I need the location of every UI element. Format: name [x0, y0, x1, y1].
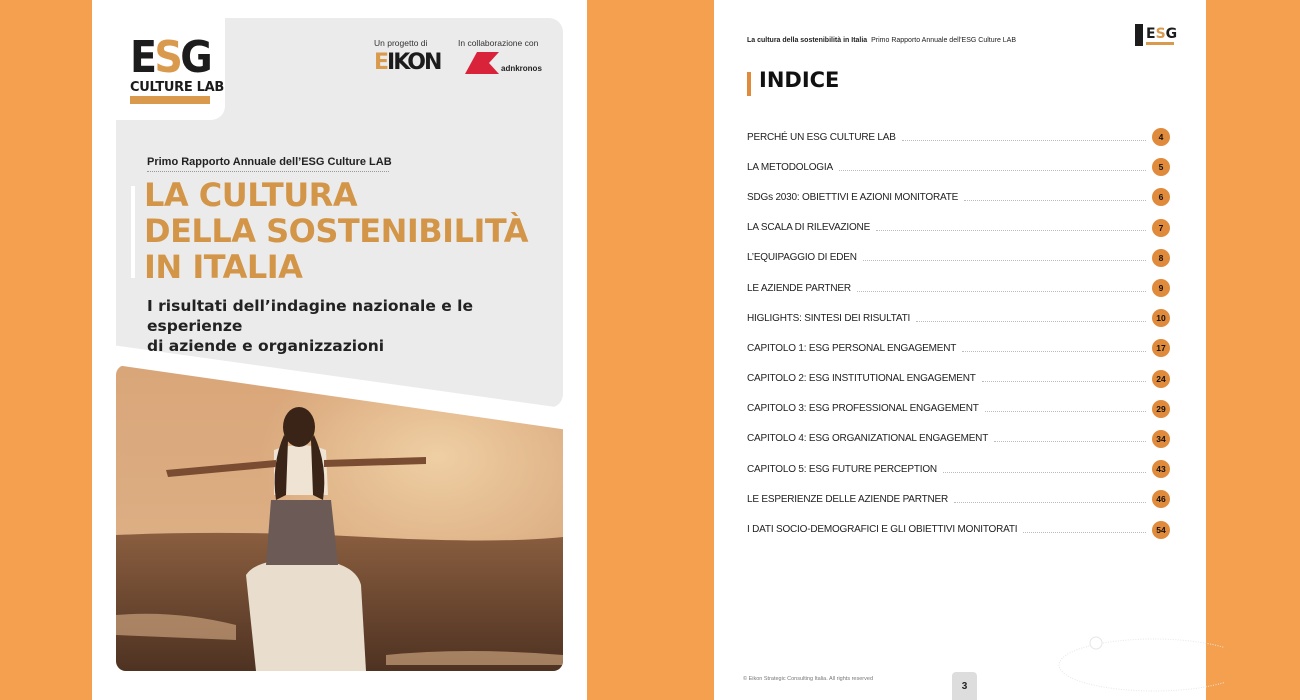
toc-entry[interactable] — [747, 213, 1170, 243]
toc-entry-label: CAPITOLO 5: ESG FUTURE PERCEPTION — [747, 463, 937, 475]
collab-label: In collaborazione con — [458, 38, 539, 48]
toc-entry-label: CAPITOLO 4: ESG ORGANIZATIONAL ENGAGEMENT — [747, 433, 989, 445]
toc-entry[interactable] — [747, 424, 1170, 454]
toc-entry[interactable] — [747, 152, 1170, 182]
project-label: Un progetto di — [374, 38, 428, 48]
toc-page-badge: 10 — [1152, 309, 1170, 327]
toc-page-badge: 9 — [1152, 279, 1170, 297]
leader-dots — [1023, 532, 1146, 533]
cover-kicker: Primo Rapporto Annuale dell’ESG Culture LAB — [147, 156, 392, 168]
toc-page-badge: 5 — [1152, 158, 1170, 176]
toc-page-badge: 8 — [1152, 249, 1170, 267]
leader-dots — [982, 381, 1146, 382]
leader-dots — [985, 411, 1146, 412]
toc-entry-label: CAPITOLO 1: ESG PERSONAL ENGAGEMENT — [747, 342, 957, 354]
toc-entry-label: LE ESPERIENZE DELLE AZIENDE PARTNER — [747, 493, 949, 505]
toc-entry[interactable] — [747, 122, 1170, 152]
svg-text:ESG: ESG — [1146, 26, 1177, 42]
toc-page-badge: 6 — [1152, 188, 1170, 206]
toc-entry[interactable] — [747, 484, 1170, 514]
leader-dots — [943, 472, 1146, 473]
toc-entry[interactable] — [747, 364, 1170, 394]
toc-page-badge: 54 — [1152, 521, 1170, 539]
index-heading: INDICE — [759, 68, 840, 92]
toc-page-badge: 7 — [1152, 219, 1170, 237]
toc-entry[interactable] — [747, 454, 1170, 484]
toc-entry-label: PERCHÉ UN ESG CULTURE LAB — [747, 131, 896, 143]
leader-dots — [839, 170, 1146, 171]
toc-entry-label: CAPITOLO 2: ESG INSTITUTIONAL ENGAGEMENT — [747, 373, 976, 385]
leader-dots — [857, 291, 1146, 292]
cover-title: LA CULTURA DELLA SOSTENIBILITÀ IN ITALIA — [144, 176, 528, 286]
toc-page-badge: 34 — [1152, 430, 1170, 448]
cover-page: ESG CULTURE LAB Un progetto di In collaborazione con EIKON adnkronos Primo Rapporto Annuale dell’ESG Culture LAB LA CULTURA DELLA SOSTENIBILITÀ IN ITALIA I risultati dell’indagine nazionale e le esperienze di aziende e organizzazioni — [92, 0, 587, 700]
leader-dots — [902, 140, 1146, 141]
eikon-esg-small-logo — [1135, 22, 1177, 48]
leader-dots — [863, 260, 1146, 261]
toc-entry[interactable] — [747, 514, 1170, 544]
leader-dots — [876, 230, 1146, 231]
table-of-contents — [747, 122, 1170, 545]
page-number: 3 — [952, 672, 977, 700]
toc-page-badge: 17 — [1152, 339, 1170, 357]
toc-entry-label: L’EQUIPAGGIO DI EDEN — [747, 252, 857, 264]
toc-entry[interactable] — [747, 303, 1170, 333]
leader-dots — [962, 351, 1146, 352]
toc-page-badge: 29 — [1152, 400, 1170, 418]
toc-entry-label: CAPITOLO 3: ESG PROFESSIONAL ENGAGEMENT — [747, 403, 979, 415]
toc-page-badge: 4 — [1152, 128, 1170, 146]
toc-entry-label: LE AZIENDE PARTNER — [747, 282, 851, 294]
toc-entry-label: HIGLIGHTS: SINTESI DEI RISULTATI — [747, 312, 911, 324]
toc-entry[interactable] — [747, 273, 1170, 303]
toc-entry-label: SDGs 2030: OBIETTIVI E AZIONI MONITORATE — [747, 191, 959, 203]
toc-page-badge: 43 — [1152, 460, 1170, 478]
cover-subtitle: I risultati dell’indagine nazionale e le esperienze di aziende e organizzazioni — [147, 297, 473, 355]
leader-dots — [994, 441, 1146, 442]
leader-dots — [916, 321, 1146, 322]
running-header: La cultura della sostenibilità in Italia Primo Rapporto Annuale dell'ESG Culture LAB — [747, 37, 1017, 44]
toc-entry-label: LA SCALA DI RILEVAZIONE — [747, 222, 871, 234]
decorative-orbit — [1054, 630, 1224, 700]
eikon-logo: EIKON — [374, 50, 441, 75]
footer-copyright: © Eikon Strategic Consulting Italia. All rights reserved — [743, 676, 874, 682]
toc-entry[interactable] — [747, 182, 1170, 212]
leader-dots — [954, 502, 1146, 503]
toc-page-badge: 46 — [1152, 490, 1170, 508]
toc-entry[interactable] — [747, 243, 1170, 273]
toc-entry[interactable] — [747, 394, 1170, 424]
cover-photo — [116, 365, 563, 671]
toc-page-badge: 24 — [1152, 370, 1170, 388]
toc-entry-label: I DATI SOCIO-DEMOGRAFICI E GLI OBIETTIVI MONITORATI — [747, 524, 1018, 536]
index-page — [714, 0, 1206, 700]
toc-entry-label: LA METODOLOGIA — [747, 161, 833, 173]
leader-dots — [964, 200, 1146, 201]
esg-culture-lab-logo: ESG CULTURE LAB — [92, 0, 225, 120]
toc-entry[interactable] — [747, 333, 1170, 363]
